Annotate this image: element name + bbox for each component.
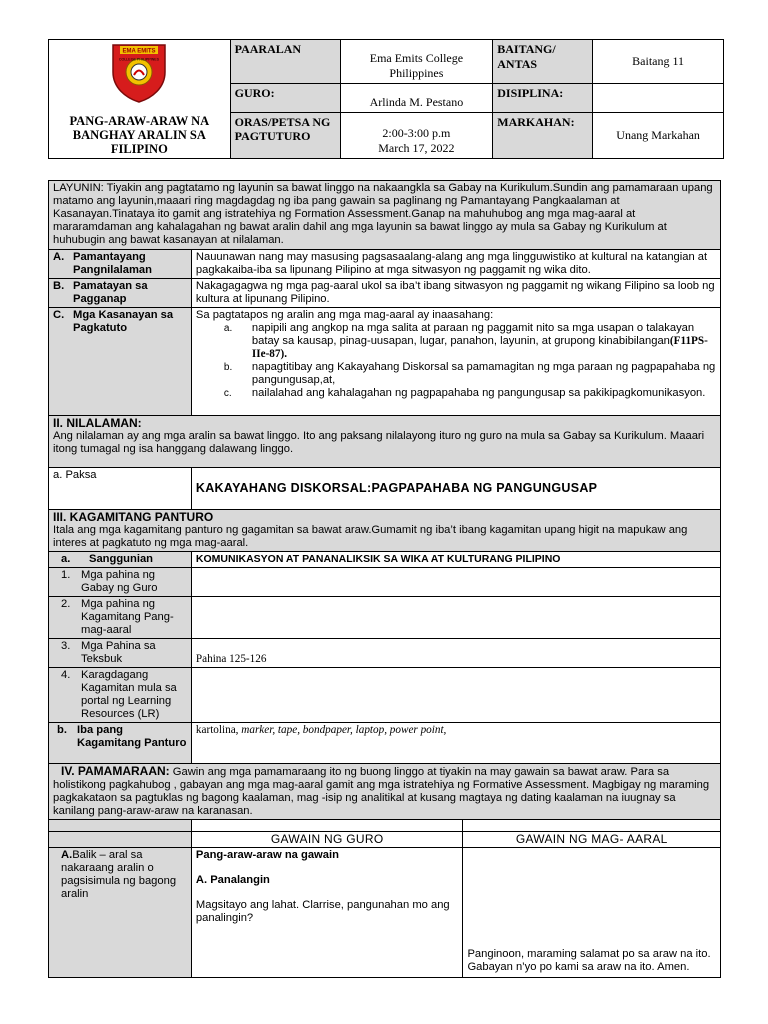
kasanayan-item: b. napagtitibay ang Kakayahang Diskorsal sa pamamagitan ng mga paraan ng pagpapahaba ng pangungusap,at, xyxy=(223,361,716,386)
spacer-cell xyxy=(49,820,192,832)
balik-aral-label: A.Balik – aral sa nakaraang aralin o pagsisimula ng bagong aralin xyxy=(49,848,192,978)
nilalaman-heading: II. NILALAMAN: xyxy=(53,416,142,430)
paksa-label: a. Paksa xyxy=(49,468,192,510)
mag-aaral-text: Panginoon, maraming salamat po sa araw na ito. Gabayan n’yo po kami sa araw na ito. Amen. xyxy=(467,948,711,973)
sanggunian-value: KOMUNIKASYON AT PANANALIKSIK SA WIKA AT KULTURANG PILIPINO xyxy=(191,552,720,568)
layunin-text: LAYUNIN: Tiyakin ang pagtatamo ng layunin sa bawat linggo na nakaangkla sa Gabay na Kurikulum.Sundin ang pamamaraan upang matamo ang layunin,maaari ring magdagdag ng iba pang gawain sa paglinang ng Pamantayang Pangkaalaman at Kasanayan.Tinataya ito gamit ang istratehiya ng Formation Assessment.Ganap na mahuhubog ang mga mag-aaral at mararamdaman ang kahalagahan ng bawat aralin dahil ang mga layunin sa bawat linggo ay mula sa Gabay ng Kurikulum at huhubugin ang bawat kasanayan at nilalaman. xyxy=(49,181,721,250)
kagamitan-heading: III. KAGAMITANG PANTURO xyxy=(53,510,214,524)
paaralan-label: PAARALAN xyxy=(230,40,340,84)
paksa-value: KAKAYAHANG DISKORSAL:PAGPAPAHABA NG PANGUNGUSAP xyxy=(191,468,720,510)
iba-pang-kagamitan-value: kartolina, marker, tape, bondpaper, laptop, power point, xyxy=(191,723,720,764)
iba-pang-kagamitan-label: b. Iba pang Kagamitang Panturo xyxy=(49,723,192,764)
spacer-cell xyxy=(463,820,721,832)
gabay-guro-label: 1. Mga pahina ng Gabay ng Guro xyxy=(49,568,192,597)
kagamitang-pang-mag-aaral-value xyxy=(191,597,720,639)
guro-heading: Pang-araw-araw na gawain xyxy=(195,849,339,861)
gawain-guro-cell xyxy=(191,848,463,978)
nilalaman-section xyxy=(49,416,721,468)
oras-date: March 17, 2022 xyxy=(378,141,455,155)
column-header-guro: GAWAIN NG GURO xyxy=(191,832,463,848)
paaralan-value: Ema Emits College Philippines xyxy=(340,40,493,84)
disiplina-label: DISIPLINA: xyxy=(493,84,593,112)
guro-label: GURO: xyxy=(230,84,340,112)
doc-title: PANG-ARAW-ARAW NA BANGHAY ARALIN SA FILIPINO xyxy=(69,114,210,156)
pamantayang-pangnilalaman-label: A. Pamantayang Pangnilalaman xyxy=(49,250,192,279)
kasanayan-item: a. napipili ang angkop na mga salita at paraan ng paggamit nito sa mga usapan o talakayan batay sa kausap, pinag-uusapan, lugar, panahon, layunin, at grupong kinabibilangan(F11PS-IIe-87). xyxy=(223,322,708,360)
baitang-label: BAITANG/ ANTAS xyxy=(493,40,593,84)
pamamaraan-text: Gawin ang mga pamamaraang ito ng buong linggo at tiyakin na may gawain sa bawat araw. Para sa holistikong pagkahubog , gabayan ang mga mag-aaral gamit ang mga istratehiya ng Formative Assessment. Magbigay ng maraming pagkakataon sa pagtuklas ng bagong kaalaman, mag -isip ng analitikal at kusang magtaya ng dating kaalaman na iuugnay sa kanilang pang-araw-araw na karanasan. xyxy=(53,766,710,817)
kasanayan-intro: Sa pagtatapos ng aralin ang mga mag-aaral ay inaasahang: xyxy=(195,309,494,321)
teksbuk-label: 3. Mga Pahina sa Teksbuk xyxy=(49,639,192,668)
oras-time: 2:00-3:00 p.m xyxy=(382,126,451,140)
lr-portal-label: 4. Karagdagang Kagamitan mula sa portal ng Learning Resources (LR) xyxy=(49,668,192,723)
logo-title-cell xyxy=(49,40,231,159)
pamamaraan-section xyxy=(49,764,721,820)
pamantayang-pangnilalaman-value: Nauunawan nang may masusing pagsasaalang-alang ang mga lingguwistiko at kultural na katangian at pagkakaiba-iba sa lipunang Pilipino at mga sitwasyon ng paggamit ng wika dito. xyxy=(191,250,720,279)
guro-text: Magsitayo ang lahat. Clarrise, pangunahan mo ang panalingin? xyxy=(195,899,450,924)
guro-sub: A. Panalangin xyxy=(195,874,270,886)
kagamitan-text: Itala ang mga kagamitang panturo ng gagamitan sa bawat araw.Gumamit ng iba’t ibang kagamitan upang higit na mapukaw ang interes at pagkatuto ng mga mag-aaral. xyxy=(53,524,688,549)
kasanayan-value xyxy=(191,308,720,416)
guro-value: Arlinda M. Pestano xyxy=(340,84,493,112)
kagamitan-section xyxy=(49,510,721,552)
sanggunian-label: a. Sanggunian xyxy=(49,552,192,568)
teksbuk-value: Pahina 125-126 xyxy=(191,639,720,668)
markahan-value: Unang Markahan xyxy=(593,112,724,158)
svg-text:EMA EMITS: EMA EMITS xyxy=(122,48,156,55)
markahan-label: MARKAHAN: xyxy=(493,112,593,158)
oras-label: ORAS/PETSA NG PAGTUTURO xyxy=(230,112,340,158)
oras-value xyxy=(340,112,493,158)
lesson-plan-table xyxy=(48,180,721,978)
baitang-value: Baitang 11 xyxy=(593,40,724,84)
pamantayan-pagganap-value: Nakagagagwa ng mga pag-aaral ukol sa iba’t ibang sitwasyon ng paggamit ng wikang Filipino sa loob ng kultura at lipunang Pilipino. xyxy=(191,279,720,308)
kasanayan-item: c. nailalahad ang kahalagahan ng pagpapahaba ng pangungusap sa pakikipagkomunikasyon. xyxy=(223,387,706,399)
nilalaman-text: Ang nilalaman ay ang mga aralin sa bawat linggo. Ito ang paksang nilalayong ituro ng guro na mula sa Gabay sa Kurikulum. Maaari itong tumagal ng isa hanggang dalawang linggo. xyxy=(53,430,705,455)
disiplina-value xyxy=(593,84,724,112)
gabay-guro-value xyxy=(191,568,720,597)
header-table xyxy=(48,39,724,159)
pamamaraan-heading: IV. PAMAMARAAN: xyxy=(61,764,170,778)
gawain-mag-aaral-cell xyxy=(463,848,721,978)
lr-portal-value xyxy=(191,668,720,723)
column-header-empty xyxy=(49,832,192,848)
svg-text:COLLEGE PHILIPPINES: COLLEGE PHILIPPINES xyxy=(119,57,160,62)
kasanayan-label: C. Mga Kasanayan sa Pagkatuto xyxy=(49,308,192,416)
spacer-cell xyxy=(191,820,463,832)
pamantayan-pagganap-label: B. Pamatayan sa Pagganap xyxy=(49,279,192,308)
column-header-mag-aaral: GAWAIN NG MAG- AARAL xyxy=(463,832,721,848)
school-logo-icon xyxy=(110,42,168,104)
kagamitang-pang-mag-aaral-label: 2. Mga pahina ng Kagamitang Pang-mag-aaral xyxy=(49,597,192,639)
